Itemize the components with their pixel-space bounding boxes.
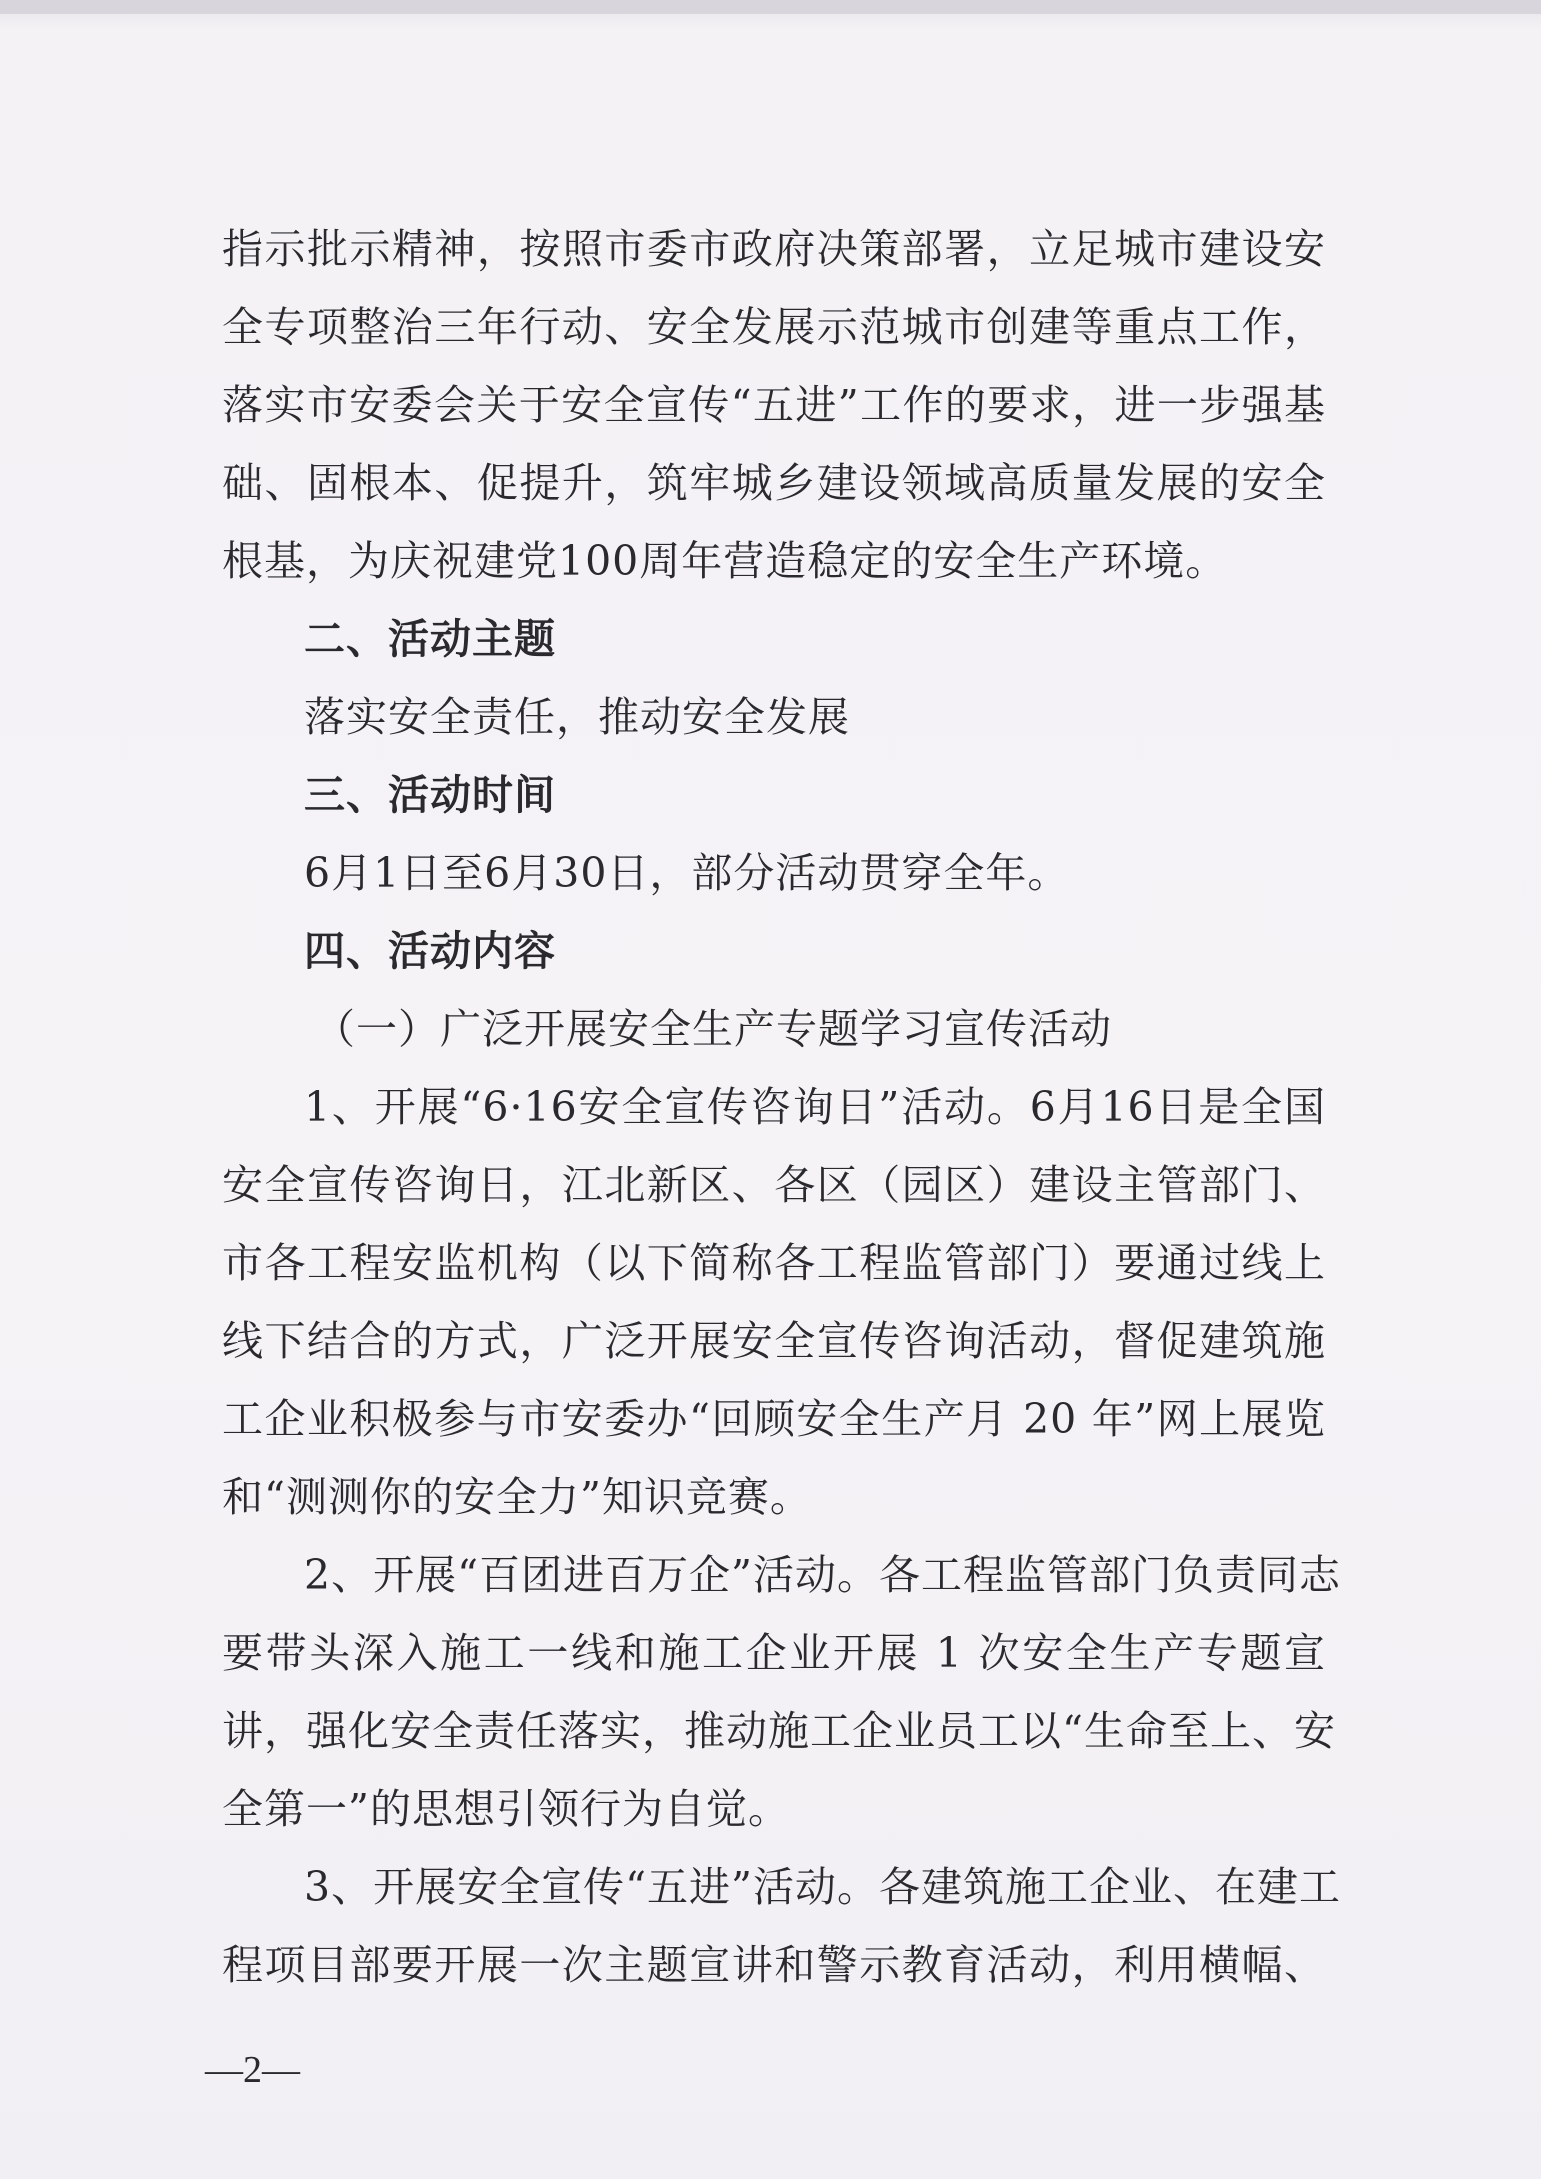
section-heading: 二、活动主题 (304, 615, 556, 663)
text-line: 落实市安委会关于安全宣传“五进”工作的要求，进一步强基 (222, 381, 1326, 429)
text-line: 全第一”的思想引领行为自觉。 (222, 1785, 790, 1833)
text-line: 根基，为庆祝建党100周年营造稳定的安全生产环境。 (222, 537, 1228, 585)
text-line: 和“测测你的安全力”知识竞赛。 (222, 1473, 812, 1521)
text-line: 全专项整治三年行动、安全发展示范城市创建等重点工作， (222, 303, 1326, 351)
text-line: 讲，强化安全责任落实，推动施工企业员工以“生命至上、安 (222, 1707, 1336, 1755)
document-body (222, 210, 1342, 2004)
text-line: 工企业积极参与市安委办“回顾安全生产月 20 年”网上展览 (222, 1395, 1326, 1443)
subsection-heading: （一）广泛开展安全生产专题学习宣传活动 (314, 1005, 1112, 1053)
text-line: 6月1日至6月30日，部分活动贯穿全年。 (304, 849, 1070, 897)
page-number: —2— (205, 2049, 300, 2091)
text-line: 要带头深入施工一线和施工企业开展 1 次安全生产专题宣 (222, 1629, 1326, 1677)
text-line: 3、开展安全宣传“五进”活动。各建筑施工企业、在建工 (304, 1863, 1342, 1911)
text-line: 程项目部要开展一次主题宣讲和警示教育活动，利用横幅、 (222, 1941, 1326, 1989)
section-heading: 四、活动内容 (304, 927, 556, 975)
text-line: 市各工程安监机构（以下简称各工程监管部门）要通过线上 (222, 1239, 1326, 1287)
text-line: 2、开展“百团进百万企”活动。各工程监管部门负责同志 (304, 1551, 1342, 1599)
text-line: 础、固根本、促提升，筑牢城乡建设领域高质量发展的安全 (222, 459, 1326, 507)
text-line: 线下结合的方式，广泛开展安全宣传咨询活动，督促建筑施 (222, 1317, 1326, 1365)
text-line: 指示批示精神，按照市委市政府决策部署，立足城市建设安 (222, 225, 1326, 273)
text-line: 落实安全责任，推动安全发展 (304, 693, 850, 741)
scan-top-edge (0, 0, 1541, 14)
section-heading: 三、活动时间 (304, 771, 556, 819)
text-line: 安全宣传咨询日，江北新区、各区（园区）建设主管部门、 (222, 1161, 1326, 1209)
text-line: 1、开展“6·16安全宣传咨询日”活动。6月16日是全国 (304, 1083, 1326, 1131)
